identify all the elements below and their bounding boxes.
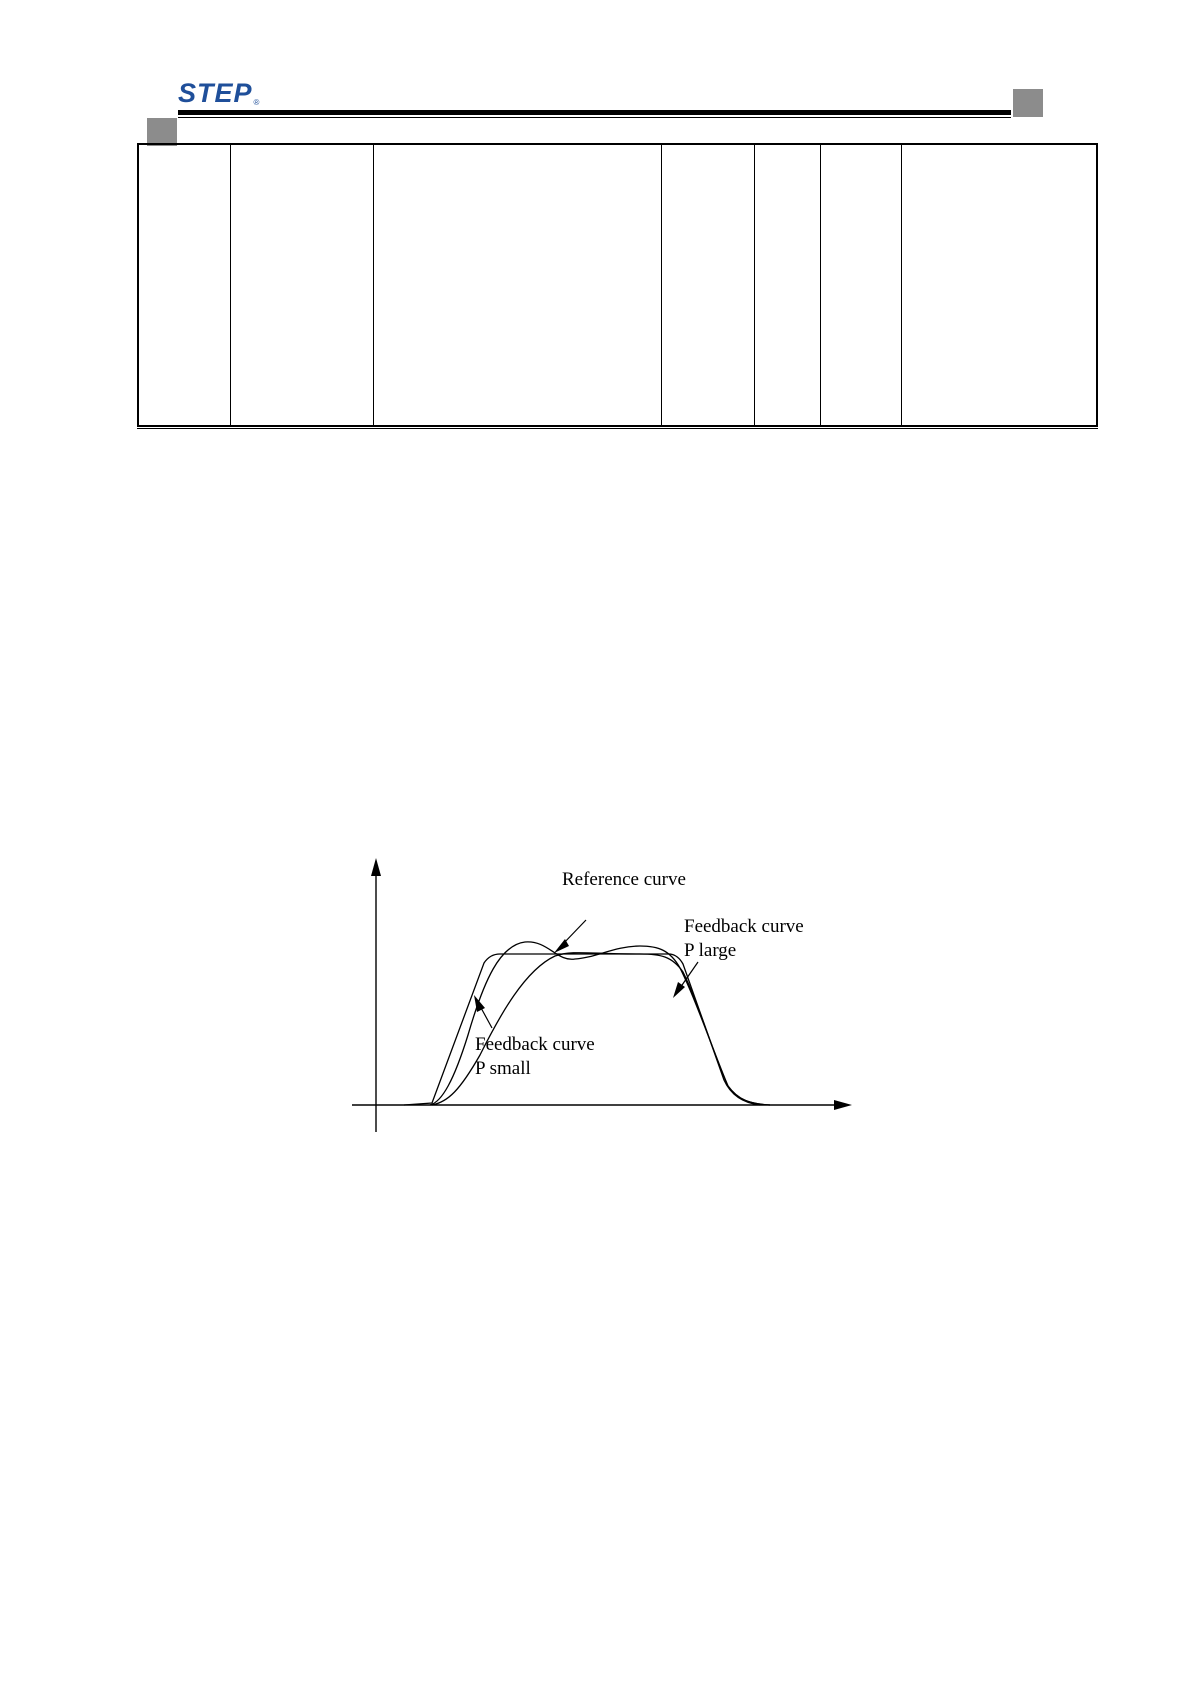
feedback-large-pointer-arrow-icon: [673, 962, 698, 998]
feedback-curve-p-small: [432, 953, 770, 1105]
table-cell-7: [902, 145, 1096, 425]
header-rule-thick: [178, 110, 1011, 115]
x-axis-arrow-icon: [834, 1100, 852, 1110]
reference-curve-label: Reference curve: [562, 869, 686, 890]
header-marker-left: [147, 118, 177, 146]
header-marker-right: [1013, 89, 1043, 117]
feedback-small-label-line2: P small: [475, 1058, 531, 1079]
feedback-large-label-line1: Feedback curve: [684, 916, 804, 937]
table-cell-3: [374, 145, 662, 425]
step-logo: [178, 80, 260, 107]
reference-pointer-arrow-icon: [554, 920, 586, 953]
pid-response-figure: [340, 850, 860, 1140]
table-bottom-rule: [137, 428, 1098, 429]
feedback-small-label-line1: Feedback curve: [475, 1034, 595, 1055]
pid-response-diagram: [340, 850, 860, 1140]
feedback-curve-p-large: [430, 942, 770, 1105]
logo-text: STEP: [178, 78, 253, 108]
table-cell-5: [755, 145, 821, 425]
table-cell-4: [662, 145, 755, 425]
table-cell-1: [139, 145, 231, 425]
y-axis-arrow-icon: [371, 858, 381, 876]
parameter-table: [137, 143, 1098, 427]
table-cell-2: [231, 145, 374, 425]
table-cell-6: [821, 145, 902, 425]
feedback-small-pointer-arrow-icon: [474, 995, 492, 1028]
registered-mark: ®: [253, 98, 261, 107]
header-rule-thin: [178, 117, 1011, 118]
feedback-large-label-line2: P large: [684, 940, 737, 961]
